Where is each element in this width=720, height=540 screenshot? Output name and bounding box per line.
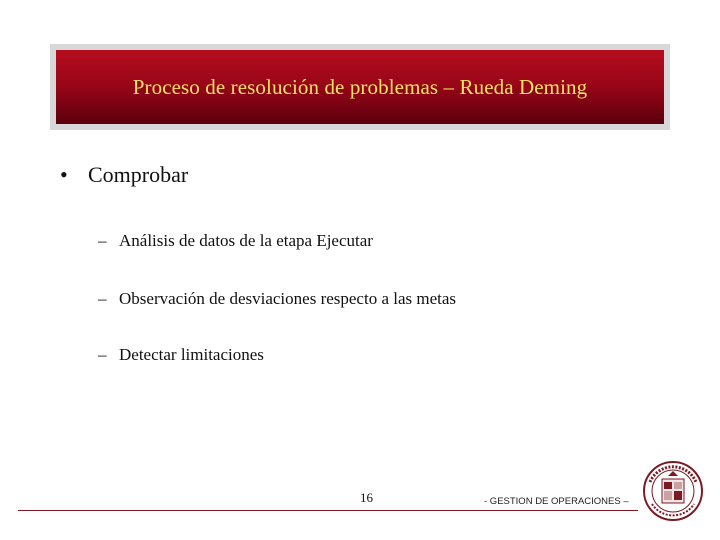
bullet-text: Comprobar bbox=[88, 162, 189, 187]
sub-item bbox=[98, 345, 264, 365]
sub-item-text: Observación de desviaciones respecto a las metas bbox=[119, 289, 457, 308]
title-frame bbox=[50, 44, 670, 130]
slide-title: Proceso de resolución de problemas – Rueda Deming bbox=[132, 74, 588, 99]
sub-item-text: Detectar limitaciones bbox=[119, 345, 264, 364]
sub-item bbox=[98, 231, 373, 251]
title-banner bbox=[56, 50, 664, 124]
sub-item-marker: – bbox=[98, 345, 107, 364]
footer-divider bbox=[18, 510, 638, 511]
main-bullet bbox=[60, 162, 188, 188]
page-number: 16 bbox=[360, 490, 373, 505]
footer-text: - GESTION DE OPERACIONES – bbox=[484, 496, 629, 507]
university-seal-icon bbox=[642, 460, 704, 522]
sub-item-text: Análisis de datos de la etapa Ejecutar bbox=[119, 231, 373, 250]
sub-item bbox=[98, 289, 456, 309]
sub-item-marker: – bbox=[98, 231, 107, 250]
sub-item-marker: – bbox=[98, 289, 107, 308]
bullet-marker: • bbox=[60, 162, 68, 187]
